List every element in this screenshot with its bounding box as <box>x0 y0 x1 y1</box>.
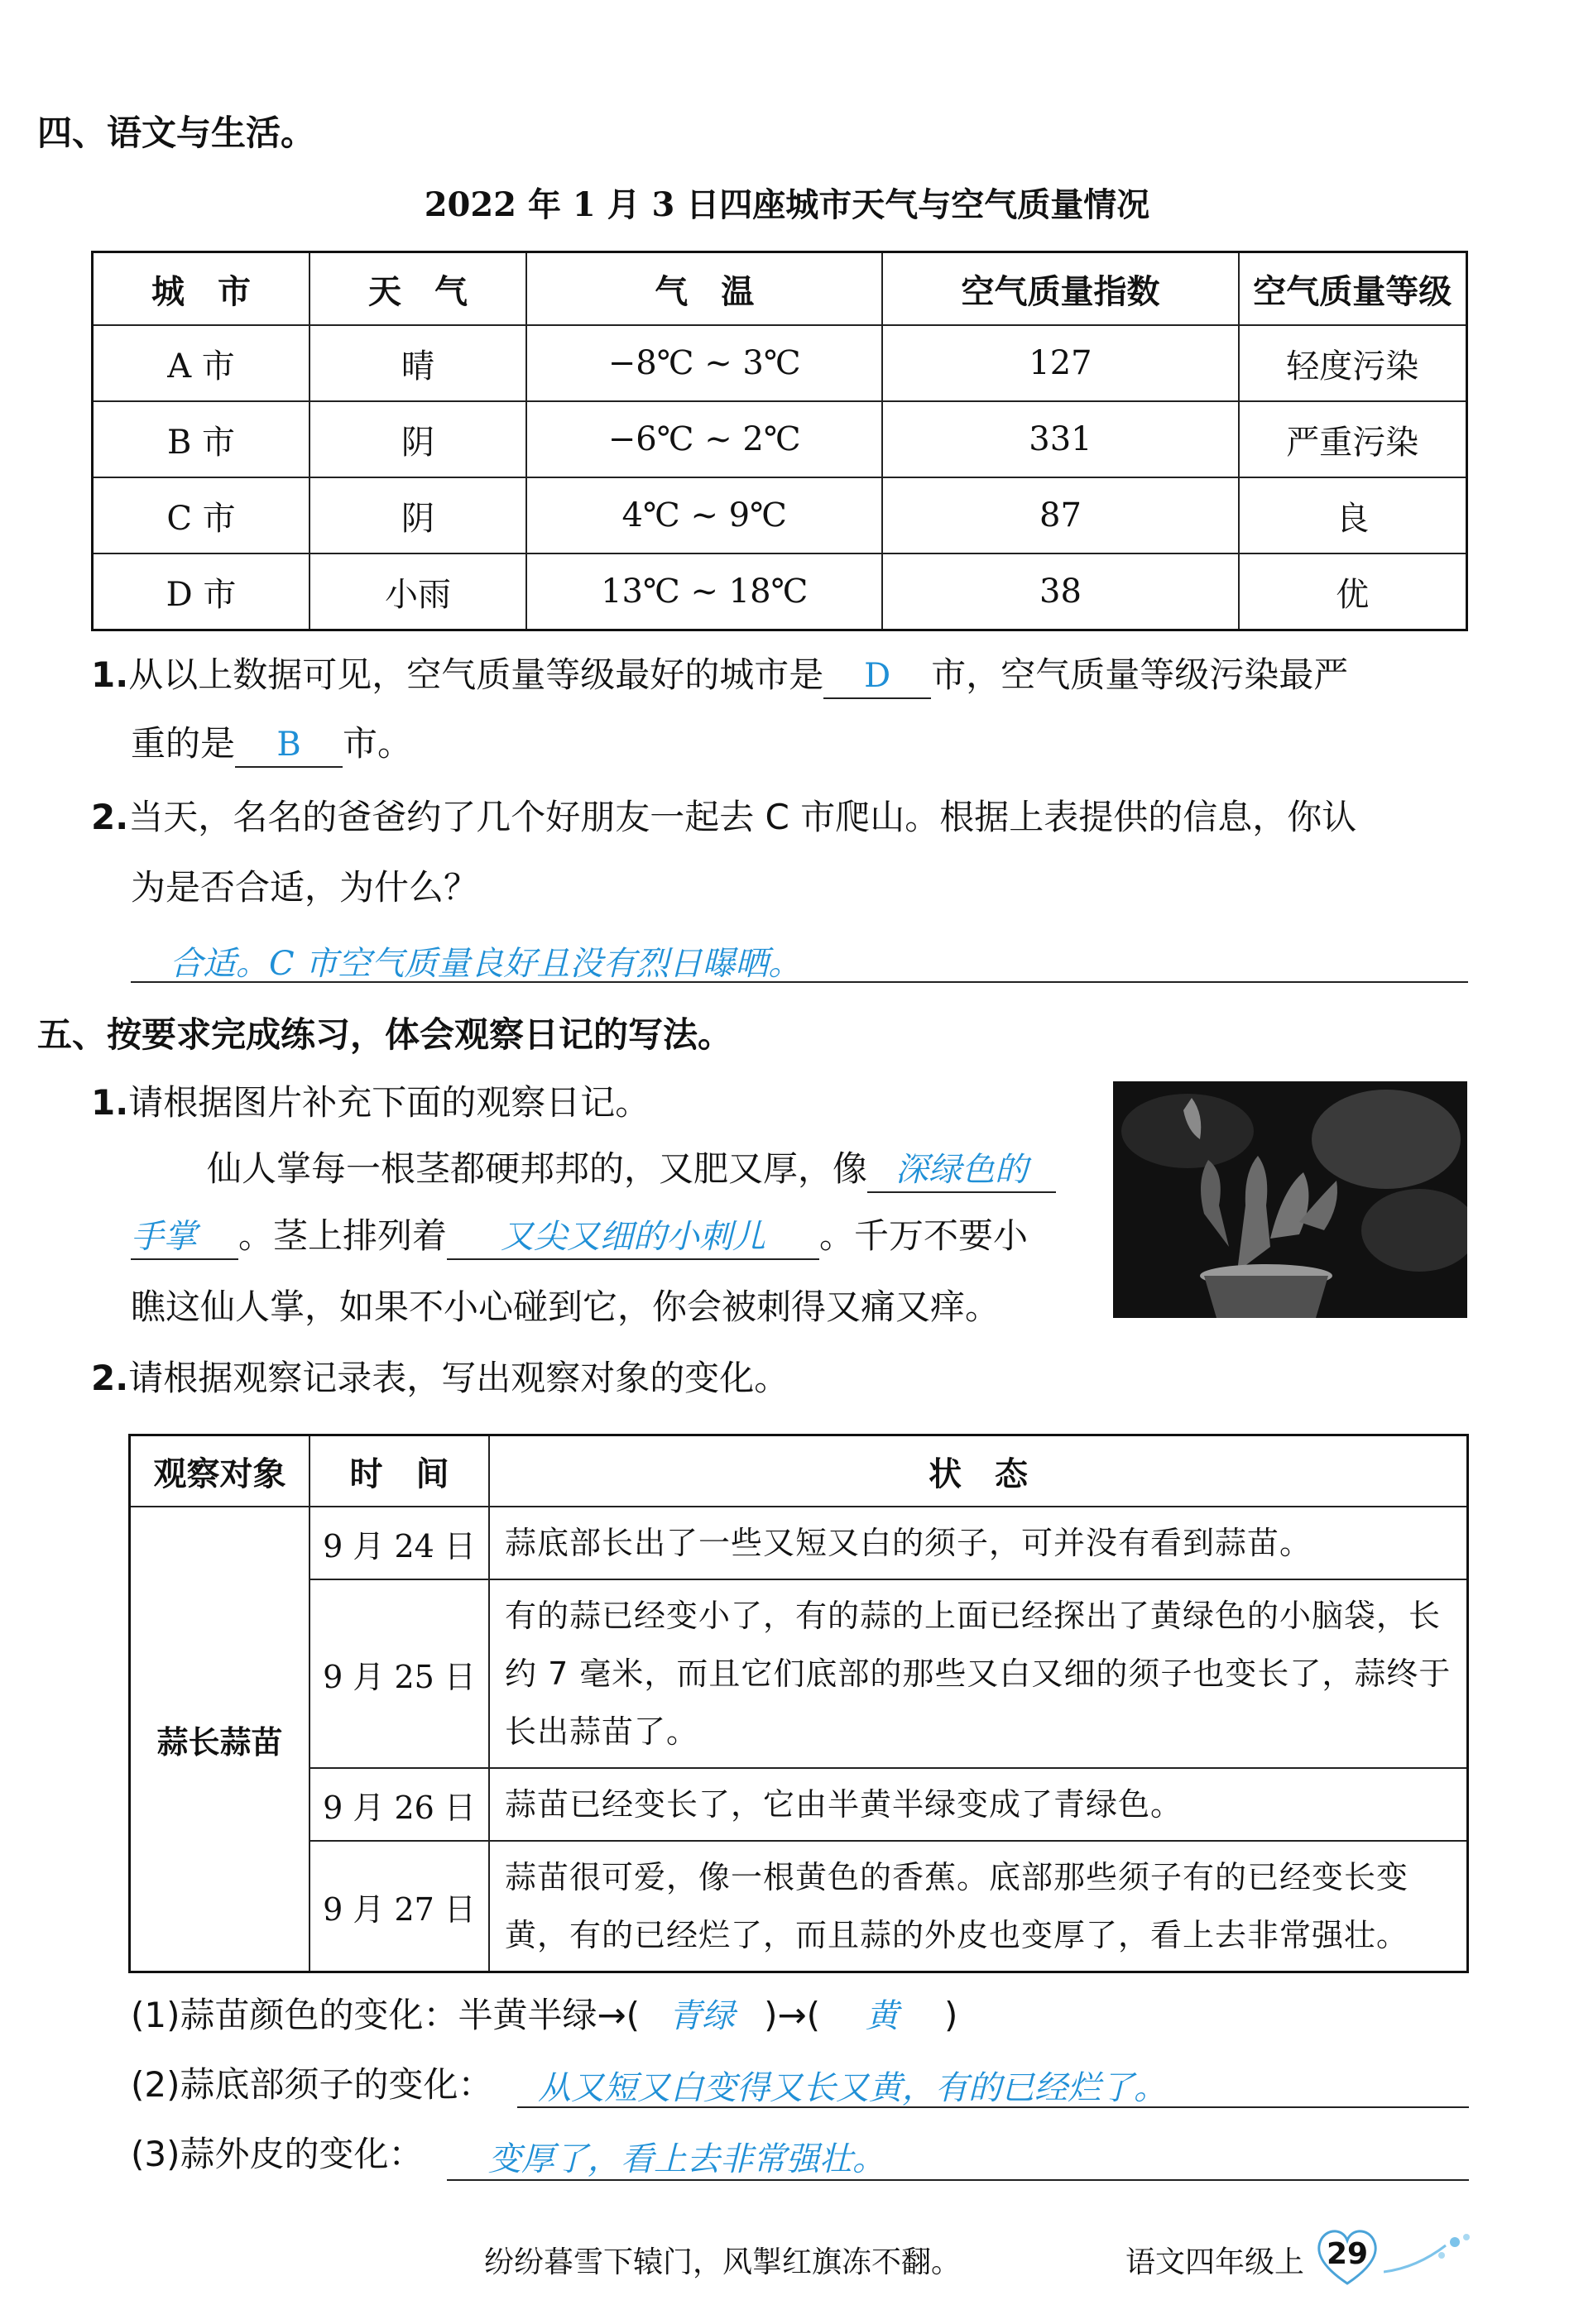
table-cell: 331 <box>882 401 1238 477</box>
table-cell: 阴 <box>310 401 526 477</box>
col-header: 时 间 <box>310 1435 489 1507</box>
s5-q2-sub2-answer[interactable]: 从又短又白变得又长又黄，有的已经烂了。 <box>538 2069 1167 2107</box>
table-cell: −8℃ ~ 3℃ <box>526 325 882 401</box>
weather-table <box>91 251 1468 631</box>
s5-q2-sub3-answer[interactable]: 变厚了，看上去非常强壮。 <box>488 2140 885 2178</box>
sub-question-text: (1)蒜苗颜色的变化：半黄半绿→( <box>131 1995 641 2035</box>
table-row <box>93 477 1467 553</box>
col-header: 城 市 <box>93 252 310 326</box>
table1-title: 2022 年 1 月 3 日四座城市天气与空气质量情况 <box>424 185 1150 224</box>
cactus-icon <box>1113 1081 1467 1318</box>
answer-text: D <box>864 657 891 695</box>
table-cell: 优 <box>1239 553 1467 630</box>
page-number: 29 <box>1326 2237 1369 2271</box>
table-row <box>93 401 1467 477</box>
page-number-badge <box>1312 2224 1383 2288</box>
table-cell: 严重污染 <box>1239 401 1467 477</box>
question-number: 1. <box>91 1082 129 1123</box>
table-cell: 良 <box>1239 477 1467 553</box>
date-cell: 9 月 24 日 <box>310 1507 489 1579</box>
date-cell: 9 月 25 日 <box>310 1579 489 1768</box>
s5-q2-prompt <box>91 1357 789 1401</box>
table-cell: 晴 <box>310 325 526 401</box>
table-header-row <box>130 1435 1468 1507</box>
table-row <box>93 553 1467 630</box>
table-cell: 38 <box>882 553 1238 630</box>
table-cell: 13℃ ~ 18℃ <box>526 553 882 630</box>
answer-text: 青绿 <box>669 1997 736 2035</box>
decoration-bubbles <box>1384 2231 1475 2280</box>
s5-q2-sub1 <box>131 1994 957 2038</box>
s4-q2-line1 <box>91 796 1356 840</box>
sub-question-text: ) <box>944 1995 958 2035</box>
col-header: 天 气 <box>310 252 526 326</box>
col-header: 空气质量等级 <box>1239 252 1467 326</box>
table-cell: A 市 <box>93 325 310 401</box>
answer-blank[interactable] <box>867 1148 1056 1193</box>
table-cell: 127 <box>882 325 1238 401</box>
table-cell: −6℃ ~ 2℃ <box>526 401 882 477</box>
table-cell: 87 <box>882 477 1238 553</box>
date-cell: 9 月 26 日 <box>310 1768 489 1841</box>
answer-blank[interactable] <box>820 1994 944 2038</box>
answer-blank[interactable] <box>447 1215 819 1260</box>
question-text: 市。 <box>343 723 413 764</box>
question-number: 2. <box>91 797 129 837</box>
question-text: 当天，名名的爸爸约了几个好朋友一起去 C 市爬山。根据上表提供的信息，你认 <box>128 797 1357 837</box>
question-text: 请根据图片补充下面的观察日记。 <box>128 1082 650 1123</box>
footer-verse: 纷纷暮雪下辕门，风掣红旗冻不翻。 <box>484 2245 962 2279</box>
diary-text: 。茎上排列着 <box>238 1215 448 1256</box>
s5-q1-line3: 瞧这仙人掌，如果不小心碰到它，你会被刺得又痛又痒。 <box>131 1287 1001 1327</box>
s5-q1-line1 <box>207 1148 1056 1193</box>
table-cell: C 市 <box>93 477 310 553</box>
question-number: 2. <box>91 1358 129 1398</box>
answer-blank[interactable] <box>640 1994 764 2038</box>
col-header: 状 态 <box>489 1435 1468 1507</box>
sub-question-text: )→( <box>764 1995 821 2035</box>
s5-q2-sub2-label: (2)蒜底部须子的变化： <box>131 2064 493 2105</box>
question-text: 请根据观察记录表，写出观察对象的变化。 <box>128 1358 789 1398</box>
table-row <box>130 1507 1468 1579</box>
answer-text: 黄 <box>866 1997 900 2035</box>
table-header-row <box>93 252 1467 326</box>
answer-text: 手掌 <box>131 1218 197 1256</box>
table-cell: 4℃ ~ 9℃ <box>526 477 882 553</box>
s5-q1-line2 <box>131 1215 1028 1260</box>
table-cell: D 市 <box>93 553 310 630</box>
answer-blank[interactable] <box>131 1215 238 1260</box>
cactus-photo <box>1113 1081 1467 1318</box>
table-row <box>130 1768 1468 1841</box>
table-row <box>130 1579 1468 1768</box>
table-cell: B 市 <box>93 401 310 477</box>
date-cell: 9 月 27 日 <box>310 1841 489 1972</box>
observation-table <box>128 1434 1469 1973</box>
state-cell: 有的蒜已经变小了，有的蒜的上面已经探出了黄绿色的小脑袋，长约 7 毫米，而且它们底部的那些又白又细的须子也变长了，蒜终于长出蒜苗了。 <box>489 1579 1468 1768</box>
question-text: 市，空气质量等级污染最严 <box>931 654 1349 695</box>
diary-text: 仙人掌每一根茎都硬邦邦的，又肥又厚，像 <box>207 1148 868 1189</box>
question-text: 重的是 <box>131 723 236 764</box>
table-row <box>93 325 1467 401</box>
state-cell: 蒜底部长出了一些又短又白的须子，可并没有看到蒜苗。 <box>489 1507 1468 1579</box>
diary-text: 。千万不要小 <box>819 1215 1029 1256</box>
section4-heading: 四、语文与生活。 <box>37 113 316 153</box>
s4-q1-line1 <box>91 654 1348 699</box>
observation-subject: 蒜长蒜苗 <box>130 1507 310 1972</box>
answer-text: B <box>276 726 301 764</box>
answer-blank[interactable] <box>823 654 931 699</box>
question-text: 从以上数据可见，空气质量等级最好的城市是 <box>128 654 824 695</box>
s5-q1-prompt <box>91 1081 650 1125</box>
s4-q2-answer[interactable]: 合适。C 市空气质量良好且没有烈日曝晒。 <box>170 945 802 983</box>
s4-q2-line2: 为是否合适，为什么？ <box>131 867 479 908</box>
state-cell: 蒜苗很可爱，像一根黄色的香蕉。底部那些须子有的已经变长变黄，有的已经烂了，而且蒜的外皮也变厚了，看上去非常强壮。 <box>489 1841 1468 1972</box>
s5-q2-sub3-label: (3)蒜外皮的变化： <box>131 2134 424 2174</box>
question-number: 1. <box>91 654 129 695</box>
answer-blank[interactable] <box>235 722 343 768</box>
table-cell: 小雨 <box>310 553 526 630</box>
table-cell: 轻度污染 <box>1239 325 1467 401</box>
col-header: 观察对象 <box>130 1435 310 1507</box>
table-cell: 阴 <box>310 477 526 553</box>
state-cell: 蒜苗已经变长了，它由半黄半绿变成了青绿色。 <box>489 1768 1468 1841</box>
s4-q1-line2 <box>131 722 412 768</box>
table-row <box>130 1841 1468 1972</box>
answer-text: 又尖又细的小刺儿 <box>501 1218 766 1256</box>
bubbles-icon <box>1384 2231 1475 2280</box>
footer-book-title: 语文四年级上 <box>1125 2245 1305 2279</box>
col-header: 空气质量指数 <box>882 252 1238 326</box>
answer-text: 深绿色的 <box>895 1151 1029 1189</box>
col-header: 气 温 <box>526 252 882 326</box>
section5-heading: 五、按要求完成练习，体会观察日记的写法。 <box>37 1014 733 1055</box>
